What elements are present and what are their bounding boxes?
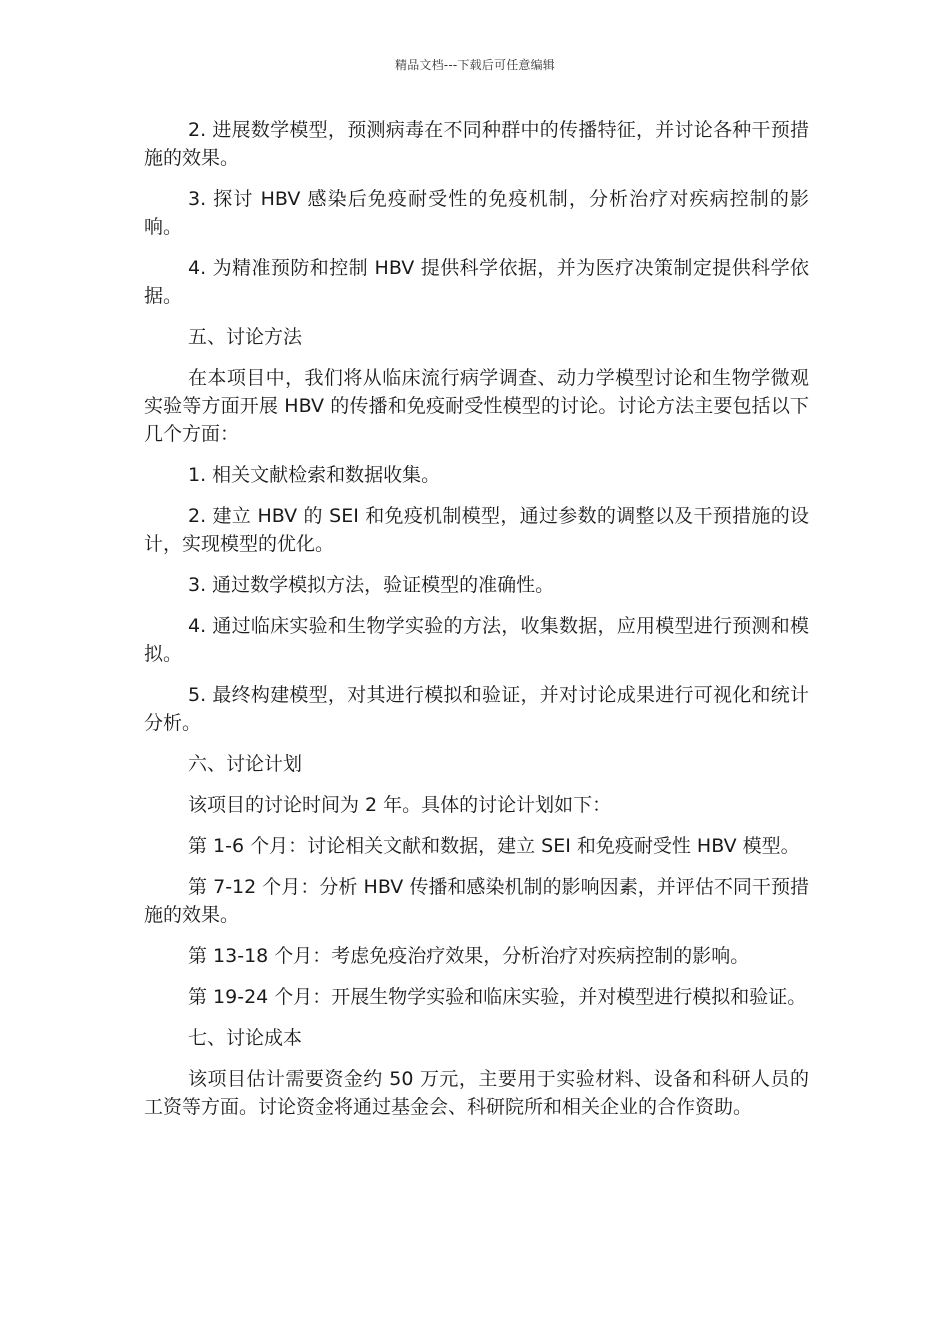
list-item-method-4: 4. 通过临床实验和生物学实验的方法，收集数据，应用模型进行预测和模拟。 bbox=[144, 615, 809, 665]
plan-item-months-1-6: 第 1-6 个月：讨论相关文献和数据，建立 SEI 和免疫耐受性 HBV 模型。 bbox=[188, 835, 800, 857]
list-item-objective-2: 2. 进展数学模型，预测病毒在不同种群中的传播特征，并讨论各种干预措施的效果。 bbox=[144, 119, 809, 169]
list-item-method-2: 2. 建立 HBV 的 SEI 和免疫机制模型，通过参数的调整以及干预措施的设计，实现模型的优化。 bbox=[144, 505, 809, 555]
section-heading-cost: 七、讨论成本 bbox=[188, 1027, 303, 1049]
list-item-objective-3: 3. 探讨 HBV 感染后免疫耐受性的免疫机制，分析治疗对疾病控制的影响。 bbox=[144, 188, 809, 238]
plan-item-months-7-12: 第 7-12 个月：分析 HBV 传播和感染机制的影响因素，并评估不同干预措施的效果。 bbox=[144, 876, 809, 926]
paragraph-plan-intro: 该项目的讨论时间为 2 年。具体的讨论计划如下： bbox=[188, 794, 612, 816]
plan-item-months-13-18: 第 13-18 个月：考虑免疫治疗效果，分析治疗对疾病控制的影响。 bbox=[188, 945, 750, 967]
list-item-method-5: 5. 最终构建模型，对其进行模拟和验证，并对讨论成果进行可视化和统计分析。 bbox=[144, 684, 809, 734]
paragraph-cost: 该项目估计需要资金约 50 万元，主要用于实验材料、设备和科研人员的工资等方面。讨论资金将通过基金会、科研院所和相关企业的合作资助。 bbox=[144, 1068, 809, 1118]
section-heading-methods: 五、讨论方法 bbox=[188, 326, 303, 348]
list-item-method-1: 1. 相关文献检索和数据收集。 bbox=[188, 464, 441, 486]
page-header: 精品文档---下载后可任意编辑 bbox=[395, 58, 555, 72]
section-heading-plan: 六、讨论计划 bbox=[188, 753, 303, 775]
plan-item-months-19-24: 第 19-24 个月：开展生物学实验和临床实验，并对模型进行模拟和验证。 bbox=[188, 986, 807, 1008]
list-item-method-3: 3. 通过数学模拟方法，验证模型的准确性。 bbox=[188, 574, 555, 596]
paragraph-methods-intro: 在本项目中，我们将从临床流行病学调查、动力学模型讨论和生物学微观实验等方面开展 HBV 的传播和免疫耐受性模型的讨论。讨论方法主要包括以下几个方面： bbox=[144, 367, 809, 445]
list-item-objective-4: 4. 为精准预防和控制 HBV 提供科学依据，并为医疗决策制定提供科学依据。 bbox=[144, 257, 809, 307]
document-body bbox=[144, 116, 809, 1134]
